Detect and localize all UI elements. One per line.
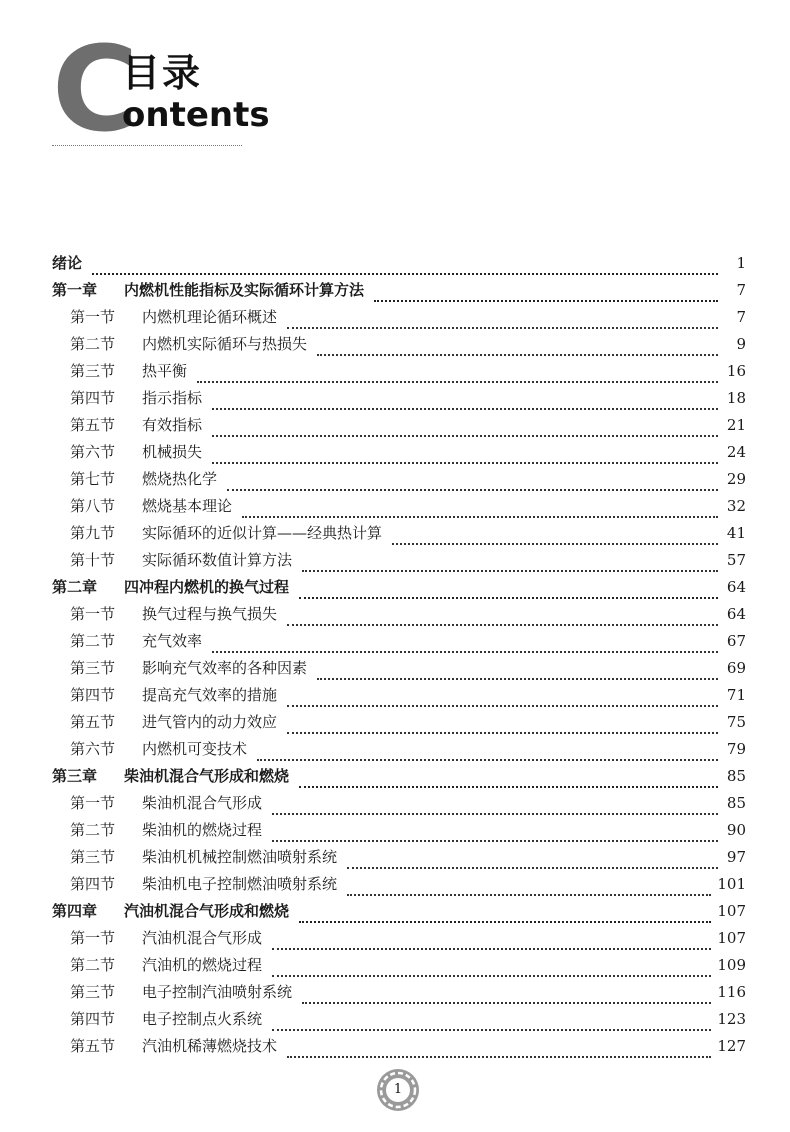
toc-entry-page: 32: [726, 497, 746, 515]
toc-entry-number: 第四节: [70, 686, 116, 704]
toc-chapter-row: [52, 900, 746, 927]
toc-entry-number: 第二节: [70, 821, 116, 839]
toc-entry-number: 第二节: [70, 335, 116, 353]
toc-section-row: [52, 657, 746, 684]
toc-entry-title: 实际循环的近似计算——经典热计算: [142, 524, 383, 542]
toc-entry-title: 内燃机可变技术: [142, 740, 248, 758]
toc-dot-leader: [212, 407, 718, 410]
toc-dot-leader: [374, 299, 718, 302]
toc-entry-page: 24: [726, 443, 746, 461]
toc-section-row: [52, 684, 746, 711]
toc-section-row: [52, 306, 746, 333]
title-english: ontents: [122, 95, 270, 135]
toc-entry-number: 第九节: [70, 524, 116, 542]
toc-entry-page: 7: [736, 281, 746, 299]
toc-entry-number: 第五节: [70, 713, 116, 731]
toc-entry-title: 实际循环数值计算方法: [142, 551, 293, 569]
toc-dot-leader: [197, 380, 718, 383]
toc-chapter-row: [52, 279, 746, 306]
toc-section-row: [52, 549, 746, 576]
toc-entry-title: 燃烧热化学: [142, 470, 218, 488]
toc-entry-page: 21: [726, 416, 746, 434]
toc-dot-leader: [299, 785, 718, 788]
toc-entry-number: 第二章: [52, 578, 98, 596]
toc-dot-leader: [272, 1028, 711, 1031]
toc-entry-title: 电子控制汽油喷射系统: [142, 983, 293, 1001]
toc-entry-title: 柴油机机械控制燃油喷射系统: [142, 848, 338, 866]
toc-entry-number: 第三章: [52, 767, 98, 785]
toc-entry-page: 67: [726, 632, 746, 650]
toc-entry-page: 127: [717, 1037, 746, 1055]
toc-entry-number: 第五节: [70, 416, 116, 434]
toc-entry-page: 85: [726, 767, 746, 785]
contents-header: [52, 20, 270, 158]
toc-entry-number: 第二节: [70, 632, 116, 650]
toc-dot-leader: [287, 704, 718, 707]
toc-chapter-row: [52, 576, 746, 603]
toc-section-row: [52, 414, 746, 441]
header-divider: [52, 145, 242, 146]
toc-section-row: [52, 333, 746, 360]
toc-section-row: [52, 441, 746, 468]
toc-dot-leader: [212, 650, 718, 653]
toc-entry-page: 41: [726, 524, 746, 542]
toc-entry-number: 第一节: [70, 794, 116, 812]
toc-entry-number: 第一节: [70, 605, 116, 623]
toc-entry-title: 充气效率: [142, 632, 203, 650]
toc-entry-page: 71: [726, 686, 746, 704]
toc-entry-page: 90: [726, 821, 746, 839]
toc-entry-title: 机械损失: [142, 443, 203, 461]
toc-dot-leader: [227, 488, 718, 491]
toc-entry-title: 内燃机性能指标及实际循环计算方法: [124, 281, 365, 299]
toc-dot-leader: [287, 623, 718, 626]
toc-dot-leader: [272, 974, 711, 977]
toc-section-row: [52, 387, 746, 414]
toc-section-row: [52, 846, 746, 873]
toc-entry-title: 汽油机混合气形成: [142, 929, 263, 947]
toc-entry-number: 第四节: [70, 1010, 116, 1028]
toc-entry-number: 第六节: [70, 740, 116, 758]
toc-dot-leader: [242, 515, 718, 518]
toc-section-row: [52, 630, 746, 657]
toc-entry-title: 柴油机混合气形成和燃烧: [124, 767, 290, 785]
toc-entry-title: 指示指标: [142, 389, 203, 407]
toc-dot-leader: [317, 677, 718, 680]
toc-entry-number: 第三节: [70, 659, 116, 677]
toc-entry-number: 第三节: [70, 848, 116, 866]
toc-entry-page: 1: [736, 254, 746, 272]
toc-entry-page: 18: [726, 389, 746, 407]
toc-entry-page: 107: [717, 929, 746, 947]
decorative-c-letter: C: [52, 20, 139, 158]
toc-section-row: [52, 927, 746, 954]
toc-chapter-row: [52, 765, 746, 792]
toc-entry-page: 79: [726, 740, 746, 758]
toc-entry-title: 内燃机理论循环概述: [142, 308, 278, 326]
toc-section-row: [52, 954, 746, 981]
toc-section-row: [52, 873, 746, 900]
toc-dot-leader: [92, 272, 718, 275]
toc-chapter-row: [52, 252, 746, 279]
toc-entry-number: 第十节: [70, 551, 116, 569]
toc-entry-number: 第四节: [70, 875, 116, 893]
page-number: 1: [393, 1082, 403, 1097]
toc-dot-leader: [299, 920, 711, 923]
toc-entry-title: 进气管内的动力效应: [142, 713, 278, 731]
toc-entry-title: 电子控制点火系统: [142, 1010, 263, 1028]
toc-entry-title: 柴油机混合气形成: [142, 794, 263, 812]
toc-dot-leader: [272, 947, 711, 950]
toc-entry-page: 97: [726, 848, 746, 866]
toc-entry-title: 换气过程与换气损失: [142, 605, 278, 623]
toc-entry-page: 116: [717, 983, 746, 1001]
toc-section-row: [52, 792, 746, 819]
toc-section-row: [52, 738, 746, 765]
toc-entry-page: 64: [726, 605, 746, 623]
toc-dot-leader: [317, 353, 718, 356]
toc-entry-page: 75: [726, 713, 746, 731]
toc-section-row: [52, 819, 746, 846]
title-chinese: 目录: [122, 51, 203, 95]
toc-dot-leader: [392, 542, 718, 545]
toc-section-row: [52, 495, 746, 522]
toc-entry-page: 107: [717, 902, 746, 920]
toc-entry-page: 57: [726, 551, 746, 569]
toc-entry-title: 影响充气效率的各种因素: [142, 659, 308, 677]
toc-entry-number: 第三节: [70, 983, 116, 1001]
toc-dot-leader: [287, 1055, 711, 1058]
toc-entry-title: 绪论: [52, 254, 83, 272]
toc-section-row: [52, 711, 746, 738]
toc-dot-leader: [272, 839, 718, 842]
table-of-contents: [52, 252, 746, 1062]
toc-dot-leader: [287, 326, 718, 329]
toc-entry-number: 第三节: [70, 362, 116, 380]
toc-section-row: [52, 981, 746, 1008]
toc-dot-leader: [302, 569, 718, 572]
toc-entry-title: 柴油机电子控制燃油喷射系统: [142, 875, 338, 893]
toc-section-row: [52, 468, 746, 495]
toc-entry-title: 燃烧基本理论: [142, 497, 233, 515]
toc-entry-page: 64: [726, 578, 746, 596]
toc-dot-leader: [212, 461, 718, 464]
toc-entry-number: 第五节: [70, 1037, 116, 1055]
toc-dot-leader: [347, 866, 718, 869]
toc-dot-leader: [212, 434, 718, 437]
toc-entry-number: 第二节: [70, 956, 116, 974]
toc-entry-page: 9: [736, 335, 746, 353]
toc-entry-number: 第四节: [70, 389, 116, 407]
toc-entry-number: 第一章: [52, 281, 98, 299]
toc-entry-title: 四冲程内燃机的换气过程: [124, 578, 290, 596]
toc-entry-page: 101: [717, 875, 746, 893]
toc-entry-page: 7: [736, 308, 746, 326]
toc-section-row: [52, 360, 746, 387]
toc-dot-leader: [302, 1001, 711, 1004]
toc-entry-number: 第四章: [52, 902, 98, 920]
toc-dot-leader: [347, 893, 711, 896]
toc-entry-number: 第一节: [70, 929, 116, 947]
page-number-badge: [376, 1068, 420, 1112]
toc-section-row: [52, 1035, 746, 1062]
toc-entry-title: 提高充气效率的措施: [142, 686, 278, 704]
toc-section-row: [52, 1008, 746, 1035]
toc-entry-number: 第七节: [70, 470, 116, 488]
toc-dot-leader: [272, 812, 718, 815]
toc-section-row: [52, 603, 746, 630]
toc-dot-leader: [257, 758, 718, 761]
toc-entry-page: 16: [726, 362, 746, 380]
toc-entry-title: 汽油机的燃烧过程: [142, 956, 263, 974]
toc-entry-page: 69: [726, 659, 746, 677]
toc-entry-title: 汽油机稀薄燃烧技术: [142, 1037, 278, 1055]
toc-entry-title: 柴油机的燃烧过程: [142, 821, 263, 839]
toc-entry-page: 109: [717, 956, 746, 974]
toc-section-row: [52, 522, 746, 549]
toc-entry-page: 29: [726, 470, 746, 488]
toc-entry-number: 第一节: [70, 308, 116, 326]
toc-entry-page: 123: [717, 1010, 746, 1028]
toc-entry-title: 汽油机混合气形成和燃烧: [124, 902, 290, 920]
toc-entry-number: 第六节: [70, 443, 116, 461]
toc-entry-title: 内燃机实际循环与热损失: [142, 335, 308, 353]
toc-entry-number: 第八节: [70, 497, 116, 515]
toc-entry-title: 有效指标: [142, 416, 203, 434]
toc-dot-leader: [287, 731, 718, 734]
toc-entry-title: 热平衡: [142, 362, 188, 380]
toc-entry-page: 85: [726, 794, 746, 812]
toc-dot-leader: [299, 596, 718, 599]
